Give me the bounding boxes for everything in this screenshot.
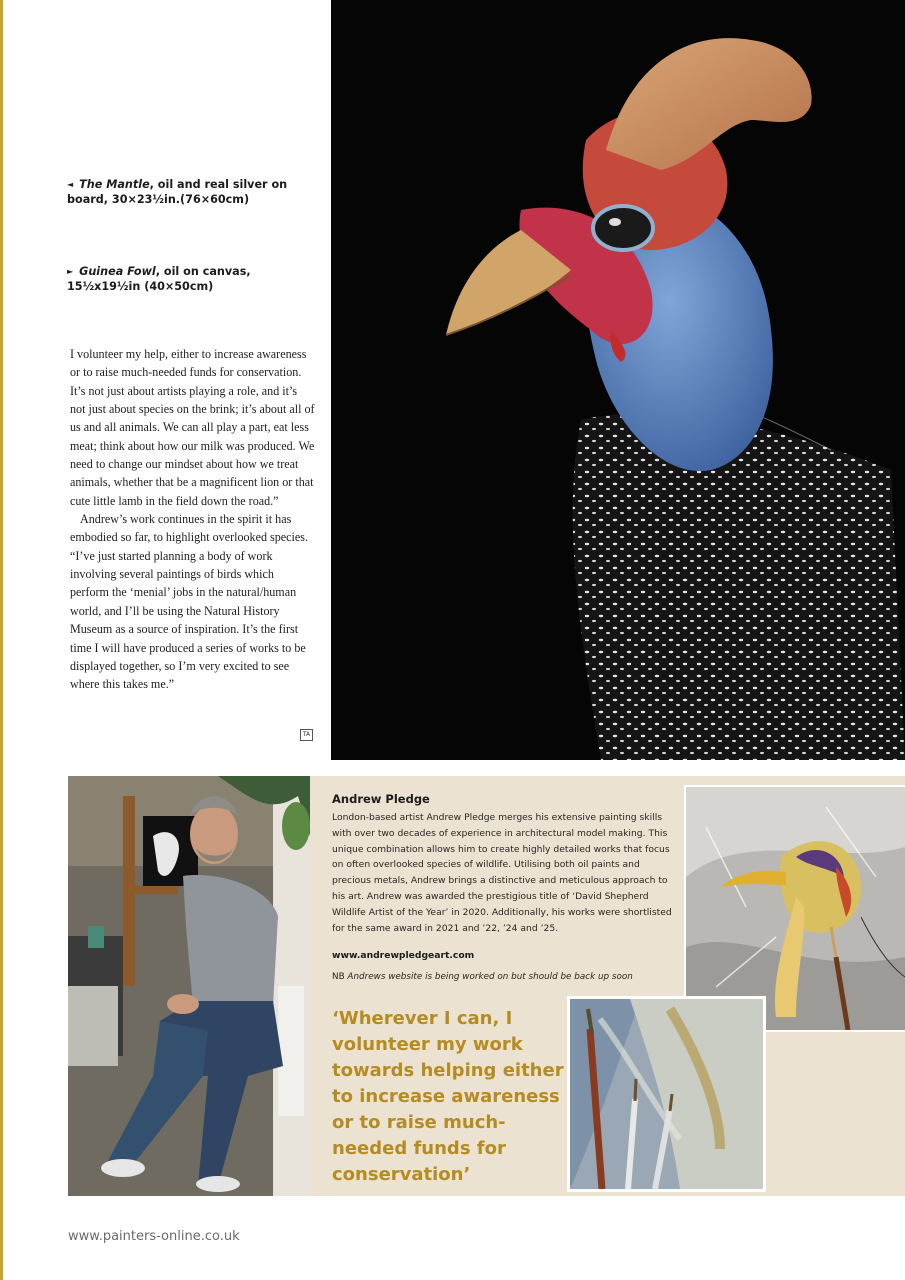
artist-website-link[interactable]: www.andrewpledgeart.com [332,950,475,961]
page-edge-strip [0,0,3,1280]
guinea-fowl-painting [331,0,905,760]
artist-bio: London-based artist Andrew Pledge merges his extensive painting skills with over two decades of experience in architectural model making. This unique combination allows him to create highly detailed works that focus on often overlooked species of wildlife. Utilising both oil paints and precious metals, Andrew brings a distinctive and meticulous approach to his art. Andrew was awarded the prestigious title of ‘David Shepherd Wildlife Artist of the Year’ in 2020. Additionally, his works were shortlisted for the same award in 2021 and ’22, ’24 and ’25. [332,812,672,934]
brushes-illustration [570,999,763,1189]
caption-title: Guinea Fowl [79,265,156,278]
sketch-painting-photo [684,785,905,1032]
caption-title: The Mantle [79,178,150,191]
left-arrow-icon: ◄ [67,180,74,189]
footer-website[interactable]: www.painters-online.co.uk [68,1229,240,1244]
caption-guinea-fowl [67,264,317,294]
end-mark: TA [300,729,313,741]
guinea-fowl-illustration [331,0,905,760]
paint-brushes-photo [567,996,766,1192]
note-body: Andrews website is being worked on but should be back up soon [347,972,633,982]
artist-portrait-illustration [68,776,310,1196]
note-prefix: NB [332,972,348,982]
pull-quote: ‘Wherever I can, I volunteer my work towards helping either to increase awareness or to raise much-needed funds for conservation’ [332,1008,564,1185]
caption-details: , oil and real silver on board, 30×23½in.(76×60cm) [67,178,288,206]
caption-the-mantle [67,177,317,207]
article-paragraph: Andrew’s work continues in the spirit it has embodied so far, to highlight overlooked species. “I’ve just started planning a body of work involving several paintings of birds which perform the ‘menial’ jobs in the natural/human world, and I’ll be using the Natural History Museum as a source of inspiration. It’s the first time I will have produced a series of works to be displayed together, so I’m very excited to see where this takes me.” [70,512,308,692]
sketch-illustration [686,787,905,1030]
right-arrow-icon: ► [67,267,74,276]
caption-details: , oil on canvas, 15½x19½in (40×50cm) [67,265,251,293]
website-note [332,972,633,982]
artist-portrait [68,776,310,1196]
article-paragraph: I volunteer my help, either to increase awareness or to raise much-needed funds for conservation. It’s not just about artists playing a role, and it’s not just about species on the brink; it’s about all of us and all animals. We can all play a part, eat less meat; think about how our milk was produced. We need to change our mindset about how we treat animals, whether that be a magnificent lion or that cute little lamb in the field down the road.” [70,347,315,508]
artist-name: Andrew Pledge [332,792,430,806]
article-body [70,345,315,694]
